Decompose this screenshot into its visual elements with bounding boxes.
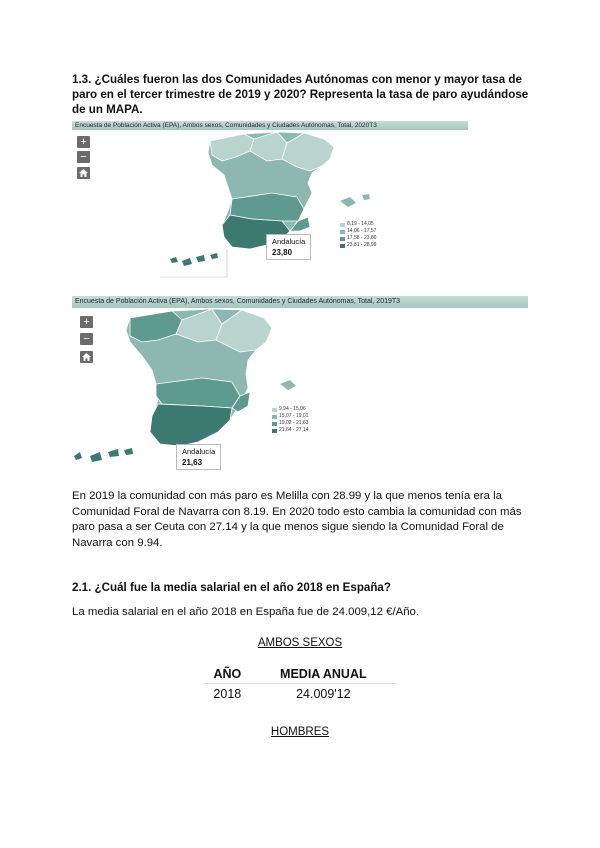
legend-label: 8,19 - 14,05 <box>347 221 374 227</box>
map-legend <box>272 406 308 434</box>
map-legend <box>340 221 376 249</box>
region-baleares[interactable] <box>362 194 370 200</box>
zoom-out-button[interactable]: − <box>80 333 93 345</box>
map-graphic <box>72 296 528 472</box>
tooltip-value: 23,80 <box>272 248 293 257</box>
table-header-mean: MEDIA ANUAL <box>251 665 396 684</box>
region-canarias[interactable] <box>74 448 133 462</box>
map-tooltip <box>266 234 311 260</box>
table-header-year: AÑO <box>204 665 251 684</box>
legend-label: 15,07 - 19,01 <box>279 413 309 419</box>
legend-label: 19,02 - 21,63 <box>279 420 309 426</box>
region-andalucia[interactable] <box>150 404 232 446</box>
legend-label: 14,06 - 17,57 <box>347 228 377 234</box>
map-2020[interactable] <box>72 296 528 472</box>
section-1-3-heading: 1.3. ¿Cuáles fueron las dos Comunidades Autónomas con menor y mayor tasa de paro en el tercer trimestre de 2019 y 2020? Representa la tasa de paro ayudándose de un MAPA. <box>72 73 529 116</box>
map-title-bar: Encuesta de Población Activa (EPA), Ambos sexos, Comunidades y Ciudades Autónomas, Total, 2020T3 <box>72 121 468 130</box>
map-title-bar: Encuesta de Población Activa (EPA), Ambos sexos, Comunidades y Ciudades Autónomas, Total, 2019T3 <box>72 296 528 308</box>
salary-table <box>204 665 396 704</box>
legend-label: 17,58 - 23,80 <box>347 235 377 241</box>
table-cell-mean: 24.009'12 <box>296 687 351 701</box>
region-baleares[interactable] <box>340 197 356 207</box>
section-2-1-heading: 2.1. ¿Cuál fue la media salarial en el año 2018 en España? <box>72 581 391 594</box>
legend-label: 9,94 - 15,06 <box>279 406 306 412</box>
tooltip-region: Andalucía <box>272 237 306 246</box>
region-canarias[interactable] <box>170 253 218 266</box>
answer-1-3: En 2019 la comunidad con más paro es Melilla con 28.99 y la que menos tenía era la Comunidad Foral de Navarra con 8.19. En 2020 todo esto cambia la comunidad con más paro pasa a ser Ceuta con 27.14 y la que menos sigue siendo la Comunidad Foral de Navarra con 9.94. <box>72 490 522 549</box>
region-baleares[interactable] <box>280 380 296 390</box>
table-caption: AMBOS SEXOS <box>257 637 343 649</box>
map-2019[interactable] <box>72 121 468 279</box>
answer-2-1: La media salarial en el año 2018 en España fue de 24.009,12 €/Año. <box>72 606 420 618</box>
tooltip-value: 21,63 <box>182 458 203 467</box>
tooltip-region: Andalucía <box>182 447 216 456</box>
zoom-in-button[interactable]: + <box>77 136 90 148</box>
next-caption: HOMBRES <box>270 726 330 738</box>
region-shape[interactable] <box>156 378 240 408</box>
legend-label: 23,81 - 28,99 <box>347 242 377 248</box>
table-cell-year: 2018 <box>213 687 242 701</box>
zoom-out-button[interactable]: − <box>77 151 90 163</box>
map-tooltip <box>176 444 221 470</box>
legend-label: 21,64 - 27,14 <box>279 427 309 433</box>
zoom-in-button[interactable]: + <box>80 316 93 328</box>
